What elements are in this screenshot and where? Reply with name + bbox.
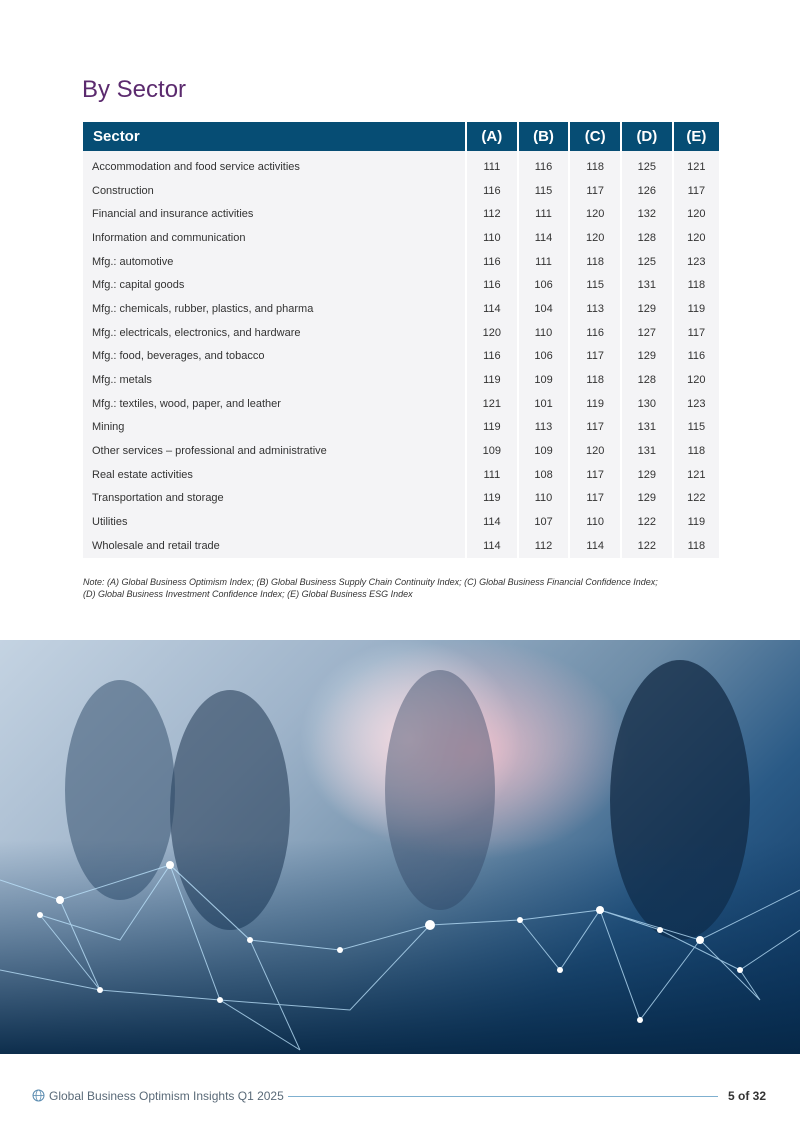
table-row: [83, 510, 719, 534]
sector-name: Mfg.: chemicals, rubber, plastics, and pharma: [83, 297, 467, 321]
sector-name: Construction: [83, 179, 467, 203]
sector-name: Utilities: [83, 510, 467, 534]
value-e: 120: [674, 226, 719, 250]
globe-icon: [32, 1089, 45, 1102]
sector-name: Financial and insurance activities: [83, 202, 467, 226]
value-a: 114: [467, 510, 519, 534]
value-d: 129: [622, 487, 674, 511]
value-d: 131: [622, 416, 674, 440]
table-row: [83, 345, 719, 369]
header-c: (C): [570, 122, 622, 151]
header-sector: Sector: [83, 122, 467, 151]
value-e: 119: [674, 510, 719, 534]
footer-title: Global Business Optimism Insights Q1 2025: [49, 1089, 284, 1103]
header-e: (E): [674, 122, 719, 151]
value-a: 111: [467, 463, 519, 487]
sector-name: Wholesale and retail trade: [83, 534, 467, 558]
value-a: 114: [467, 534, 519, 558]
value-c: 117: [570, 345, 622, 369]
value-c: 119: [570, 392, 622, 416]
value-c: 113: [570, 297, 622, 321]
sector-name: Other services – professional and administrative: [83, 439, 467, 463]
value-c: 114: [570, 534, 622, 558]
value-e: 121: [674, 151, 719, 179]
value-e: 115: [674, 416, 719, 440]
sector-name: Mfg.: electricals, electronics, and hardware: [83, 321, 467, 345]
sector-name: Mfg.: textiles, wood, paper, and leather: [83, 392, 467, 416]
value-c: 116: [570, 321, 622, 345]
value-a: 116: [467, 273, 519, 297]
page-footer: [32, 1087, 766, 1107]
table-row: [83, 202, 719, 226]
page-title: By Sector: [82, 76, 187, 103]
value-a: 116: [467, 179, 519, 203]
value-d: 125: [622, 151, 674, 179]
value-d: 128: [622, 368, 674, 392]
value-d: 132: [622, 202, 674, 226]
table-row: [83, 151, 719, 179]
value-e: 123: [674, 250, 719, 274]
table-row: [83, 392, 719, 416]
table-row: [83, 463, 719, 487]
table-note: [83, 576, 723, 600]
sector-name: Information and communication: [83, 226, 467, 250]
header-d: (D): [622, 122, 674, 151]
sector-name: Mfg.: automotive: [83, 250, 467, 274]
value-a: 116: [467, 250, 519, 274]
value-e: 119: [674, 297, 719, 321]
value-a: 119: [467, 487, 519, 511]
value-b: 101: [519, 392, 571, 416]
sector-name: Transportation and storage: [83, 487, 467, 511]
note-line-2: (D) Global Business Investment Confidence Index; (E) Global Business ESG Index: [83, 589, 413, 599]
table-row: [83, 226, 719, 250]
value-b: 113: [519, 416, 571, 440]
value-d: 127: [622, 321, 674, 345]
value-e: 121: [674, 463, 719, 487]
value-b: 111: [519, 250, 571, 274]
value-c: 118: [570, 151, 622, 179]
network-illustration: [0, 640, 800, 1054]
sector-name: Mfg.: metals: [83, 368, 467, 392]
value-b: 109: [519, 439, 571, 463]
table-row: [83, 250, 719, 274]
sector-name: Mining: [83, 416, 467, 440]
value-c: 118: [570, 368, 622, 392]
value-c: 117: [570, 487, 622, 511]
sector-name: Mfg.: capital goods: [83, 273, 467, 297]
value-d: 122: [622, 534, 674, 558]
table-header-row: [83, 122, 719, 151]
value-d: 131: [622, 439, 674, 463]
value-e: 118: [674, 534, 719, 558]
value-e: 122: [674, 487, 719, 511]
table-row: [83, 487, 719, 511]
value-a: 114: [467, 297, 519, 321]
value-a: 119: [467, 368, 519, 392]
value-c: 118: [570, 250, 622, 274]
value-d: 125: [622, 250, 674, 274]
note-line-1: Note: (A) Global Business Optimism Index; (B) Global Business Supply Chain Continuity Index; (C) Global Business Financial Confidence Index;: [83, 577, 658, 587]
value-b: 110: [519, 487, 571, 511]
value-b: 104: [519, 297, 571, 321]
value-b: 107: [519, 510, 571, 534]
value-a: 110: [467, 226, 519, 250]
value-b: 109: [519, 368, 571, 392]
value-d: 131: [622, 273, 674, 297]
value-b: 106: [519, 273, 571, 297]
value-c: 120: [570, 202, 622, 226]
table-row: [83, 439, 719, 463]
value-b: 110: [519, 321, 571, 345]
value-d: 129: [622, 297, 674, 321]
header-a: (A): [467, 122, 519, 151]
value-e: 120: [674, 202, 719, 226]
sector-name: Accommodation and food service activities: [83, 151, 467, 179]
value-c: 117: [570, 416, 622, 440]
value-e: 120: [674, 368, 719, 392]
value-e: 116: [674, 345, 719, 369]
footer-divider: [288, 1096, 718, 1097]
table-row: [83, 534, 719, 558]
table-row: [83, 321, 719, 345]
table-row: [83, 273, 719, 297]
value-c: 115: [570, 273, 622, 297]
value-a: 109: [467, 439, 519, 463]
sector-table: [83, 122, 719, 558]
value-d: 126: [622, 179, 674, 203]
sector-name: Mfg.: food, beverages, and tobacco: [83, 345, 467, 369]
value-d: 129: [622, 463, 674, 487]
value-b: 108: [519, 463, 571, 487]
value-e: 123: [674, 392, 719, 416]
value-b: 106: [519, 345, 571, 369]
value-b: 115: [519, 179, 571, 203]
value-e: 117: [674, 179, 719, 203]
value-a: 120: [467, 321, 519, 345]
table-row: [83, 297, 719, 321]
value-a: 116: [467, 345, 519, 369]
decorative-photo: [0, 640, 800, 1054]
value-d: 128: [622, 226, 674, 250]
value-d: 122: [622, 510, 674, 534]
table-row: [83, 368, 719, 392]
value-e: 118: [674, 439, 719, 463]
value-a: 119: [467, 416, 519, 440]
value-a: 121: [467, 392, 519, 416]
value-b: 112: [519, 534, 571, 558]
sector-name: Real estate activities: [83, 463, 467, 487]
value-b: 111: [519, 202, 571, 226]
value-e: 117: [674, 321, 719, 345]
page-number: 5 of 32: [727, 1089, 766, 1103]
table-row: [83, 179, 719, 203]
value-d: 129: [622, 345, 674, 369]
value-d: 130: [622, 392, 674, 416]
value-c: 117: [570, 179, 622, 203]
value-c: 120: [570, 226, 622, 250]
value-e: 118: [674, 273, 719, 297]
value-c: 120: [570, 439, 622, 463]
value-c: 117: [570, 463, 622, 487]
value-b: 116: [519, 151, 571, 179]
value-b: 114: [519, 226, 571, 250]
value-a: 111: [467, 151, 519, 179]
value-c: 110: [570, 510, 622, 534]
header-b: (B): [519, 122, 571, 151]
value-a: 112: [467, 202, 519, 226]
table-row: [83, 416, 719, 440]
